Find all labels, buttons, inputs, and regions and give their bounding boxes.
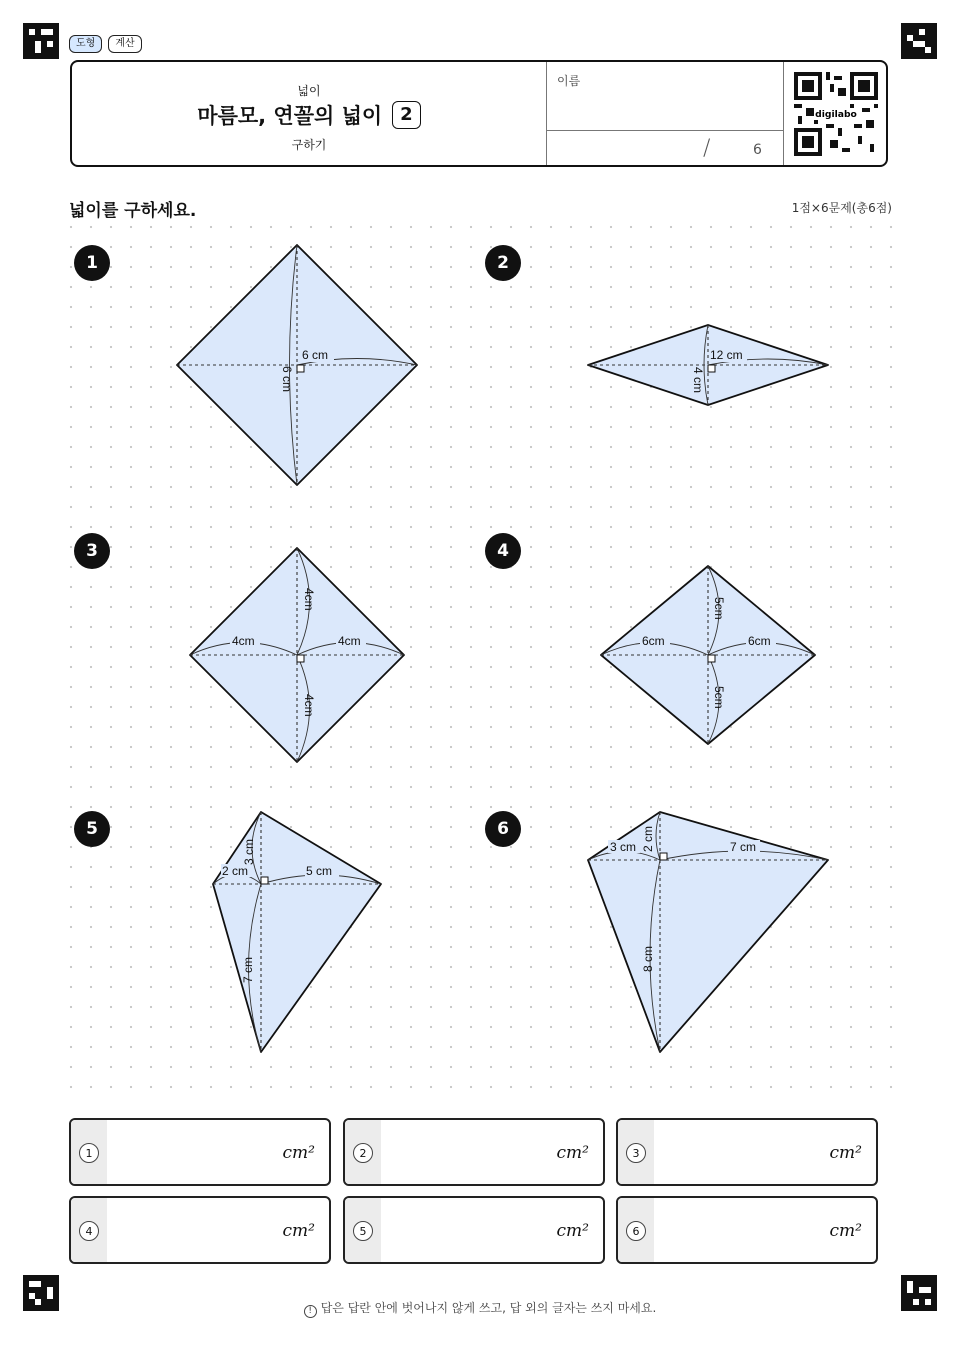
figure-2-label-vertical: 4 cm xyxy=(691,367,705,394)
footer-text: 답은 답란 안에 벗어나지 않게 쓰고, 답 외의 글자는 쓰지 마세요. xyxy=(320,1301,657,1315)
answer-box-4[interactable] xyxy=(69,1196,331,1264)
answer-number: 2 xyxy=(353,1143,373,1163)
worksheet-number: 2 xyxy=(392,101,421,129)
problem-number-5: 5 xyxy=(74,811,110,847)
score-slash: / xyxy=(703,136,711,161)
figure-5-kite xyxy=(213,812,381,1052)
figure-5-label-right: 5 cm xyxy=(306,864,333,878)
figure-6-label-left: 3 cm xyxy=(610,840,637,854)
figure-1-label-horizontal: 6 cm xyxy=(302,348,329,362)
instruction: 넓이를 구하세요. xyxy=(69,201,197,221)
figure-6-label-bottom: 8 cm xyxy=(641,945,655,972)
figure-3-label-top: 4cm xyxy=(302,588,316,611)
answer-number: 1 xyxy=(79,1143,99,1163)
figure-4-label-right: 6cm xyxy=(748,634,771,648)
figure-5-label-left: 2 cm xyxy=(222,864,249,878)
qr-label: digilabo xyxy=(815,108,857,120)
figure-3-label-right: 4cm xyxy=(338,634,361,648)
answer-number: 6 xyxy=(626,1221,646,1241)
score-info: 1점×6문제(총6점) xyxy=(791,201,892,215)
problem-number-1: 1 xyxy=(74,245,110,281)
figure-2-label-horizontal: 12 cm xyxy=(710,348,743,362)
name-label: 이름 xyxy=(557,74,581,88)
figure-4-rhombus xyxy=(601,566,815,744)
figure-6-label-top: 2 cm xyxy=(641,825,655,852)
figure-4-label-top: 5cm xyxy=(712,597,726,620)
figure-6-kite xyxy=(588,812,828,1052)
answer-number: 5 xyxy=(353,1221,373,1241)
answer-box-6[interactable] xyxy=(616,1196,878,1264)
title-description: 구하기 xyxy=(291,138,327,152)
figure-4-label-bottom: 5cm xyxy=(712,686,726,709)
figure-6-label-right: 7 cm xyxy=(730,840,757,854)
figure-3-label-left: 4cm xyxy=(232,634,255,648)
score-total: 6 xyxy=(753,142,762,158)
answer-unit: cm² xyxy=(829,1221,862,1241)
answer-number: 3 xyxy=(626,1143,646,1163)
answer-box-2[interactable] xyxy=(343,1118,605,1186)
problem-number-2: 2 xyxy=(485,245,521,281)
figure-3-rhombus xyxy=(190,548,404,762)
answer-box-5[interactable] xyxy=(343,1196,605,1264)
answer-unit: cm² xyxy=(829,1143,862,1163)
tag-calc: 계산 xyxy=(108,35,141,53)
problem-number-6: 6 xyxy=(485,811,521,847)
figure-5-label-top: 3 cm xyxy=(242,838,256,865)
problem-number-3: 3 xyxy=(74,533,110,569)
figure-1-rhombus xyxy=(177,245,417,485)
answer-unit: cm² xyxy=(282,1221,315,1241)
answer-box-1[interactable] xyxy=(69,1118,331,1186)
warning-icon: ! xyxy=(304,1305,317,1318)
problem-number-4: 4 xyxy=(485,533,521,569)
footer-note xyxy=(0,1299,960,1318)
figure-4-label-left: 6cm xyxy=(642,634,665,648)
figure-3-label-bottom: 4cm xyxy=(302,694,316,717)
topic-label: 넓이 xyxy=(297,84,321,98)
figure-1-label-vertical: 6 cm xyxy=(280,366,294,393)
tag-shape: 도형 xyxy=(69,35,102,53)
figure-2-rhombus xyxy=(588,325,828,405)
answer-number: 4 xyxy=(79,1221,99,1241)
answer-unit: cm² xyxy=(556,1143,589,1163)
title-text: 마름모, 연꼴의 넓이 xyxy=(197,104,383,128)
answer-unit: cm² xyxy=(282,1143,315,1163)
figure-5-label-bottom: 7 cm xyxy=(241,956,255,983)
answer-box-3[interactable] xyxy=(616,1118,878,1186)
answer-unit: cm² xyxy=(556,1221,589,1241)
